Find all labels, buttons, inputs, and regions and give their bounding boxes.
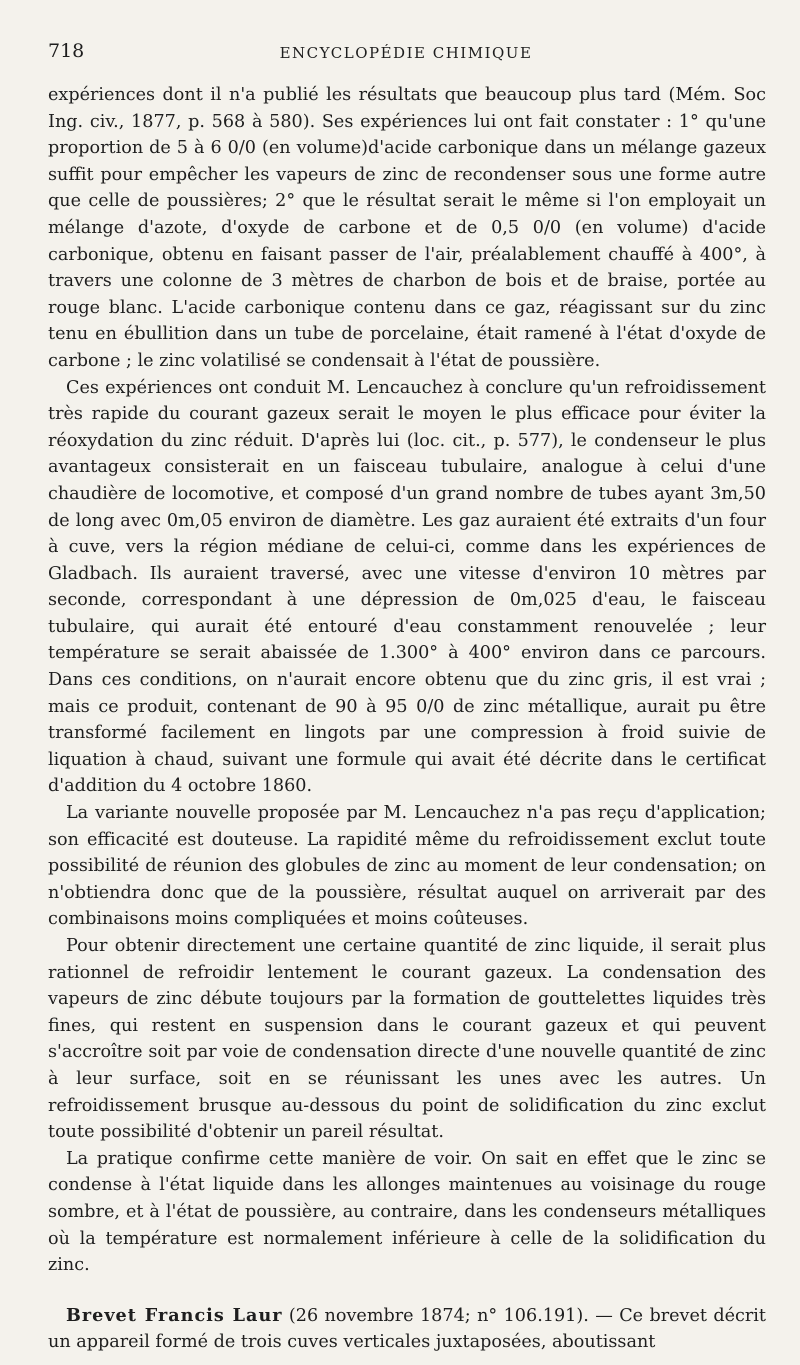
page-body (48, 82, 766, 1356)
paragraph-2: Ces expériences ont conduit M. Lencauchez à conclure qu'un refroidissement très rapide du courant gazeux serait le moyen le plus efficace pour éviter la réoxydation du zinc réduit. D'après lui (loc. cit., p. 577), le condenseur le plus avantageux consisterait en un faisceau tubulaire, analogue à celui d'une chaudière de locomotive, et composé d'un grand nombre de tubes ayant 3m,50 de long avec 0m,05 environ de diamètre. Les gaz auraient été extraits d'un four à cuve, vers la région médiane de celui-ci, comme dans les expériences de Gladbach. Ils auraient traversé, avec une vitesse d'environ 10 mètres par seconde, correspondant à une dépression de 0m,025 d'eau, le faisceau tubulaire, qui aurait été entouré d'eau constamment renouvelée ; leur température se serait abaissée de 1.300° à 400° environ dans ce parcours. Dans ces conditions, on n'aurait encore obtenu que du zinc gris, il est vrai ; mais ce produit, contenant de 90 à 95 0/0 de zinc métallique, aurait pu être transformé facilement en lingots par une compression à froid suivie de liquation à chaud, suivant une formule qui avait été décrite dans le certificat d'addition du 4 octobre 1860. (48, 377, 766, 797)
page-number: 718 (48, 40, 85, 62)
brevet-title: Brevet Francis Laur (66, 1304, 283, 1326)
paragraph-1: expériences dont il n'a publié les résultats que beaucoup plus tard (Mém. Soc Ing. civ., 1877, p. 568 à 580). Ses expériences lui ont fait constater : 1° qu'une proportion de 5 à 6 0/0 (en volume)d'acide carbonique dans un mélange gazeux suffit pour empêcher les vapeurs de zinc de recondenser sous une forme autre que celle de poussières; 2° que le résultat serait le même si l'on employait un mélange d'azote, d'oxyde de carbone et de 0,5 0/0 (en volume) d'acide carbonique, obtenu en faisant passer de l'air, préalablement chauffé à 400°, à travers une colonne de 3 mètres de charbon de bois et de braise, portée au rouge blanc. L'acide carbonique contenu dans ce gaz, réagissant sur du zinc tenu en ébullition dans un tube de porcelaine, était ramené à l'état d'oxyde de carbone ; le zinc volatilisé se condensait à l'état de poussière. (48, 85, 766, 371)
running-title: ENCYCLOPÉDIE CHIMIQUE (279, 44, 533, 62)
paragraph-3: La variante nouvelle proposée par M. Lencauchez n'a pas reçu d'application; son efficacité est douteuse. La rapidité même du refroidissement exclut toute possibilité de réunion des globules de zinc au moment de leur condensation; on n'obtiendra donc que de la poussière, résultat auquel on arriverait par des combinaisons moins compliquées et moins coûteuses. (48, 803, 766, 930)
paragraph-4: Pour obtenir directement une certaine quantité de zinc liquide, il serait plus rationnel de refroidir lentement le courant gazeux. La condensation des vapeurs de zinc débute toujours par la formation de gouttelettes liquides très fines, qui restent en suspension dans le courant gazeux et qui peuvent s'accroître soit par voie de condensation directe d'une nouvelle quantité de zinc à leur surface, soit en se réunissant les unes avec les autres. Un refroidissement brusque au-dessous du point de solidification du zinc exclut toute possibilité d'obtenir un pareil résultat. (48, 936, 766, 1143)
paragraph-brevet (48, 1303, 766, 1356)
page-header (48, 40, 764, 70)
paragraph-5: La pratique confirme cette manière de voir. On sait en effet que le zinc se condense à l'état liquide dans les allonges maintenues au voisinage du rouge sombre, et à l'état de poussière, au contraire, dans les condenseurs métalliques où la température est normalement inférieure à celle de la solidification du zinc. (48, 1148, 766, 1276)
brevet-text: (26 novembre 1874; n° 106.191). — Ce brevet décrit un appareil formé de trois cuves verticales juxtaposées, aboutissant (48, 1305, 767, 1353)
